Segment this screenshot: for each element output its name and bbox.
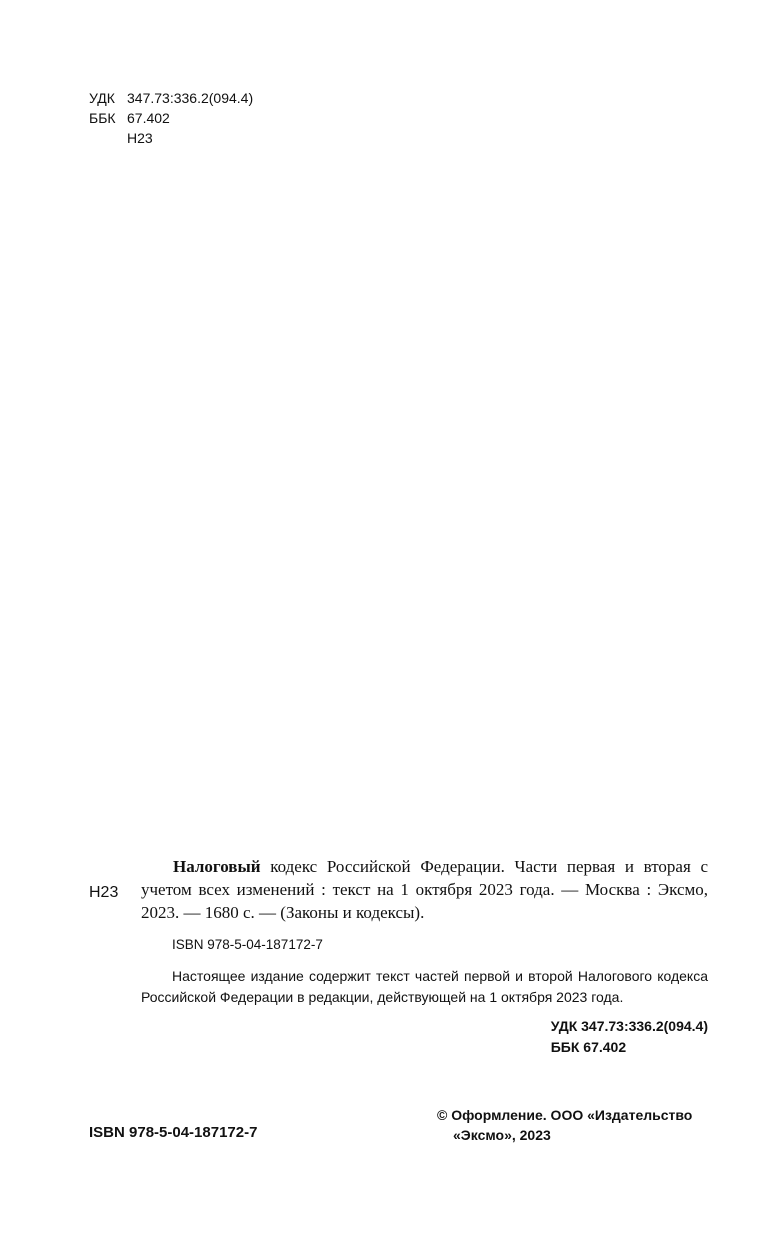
bbk-row xyxy=(89,108,253,128)
copyright-line-2: «Эксмо», 2023 xyxy=(453,1127,551,1143)
record-description: кодекс Российской Федерации. Части первая и вторая с учетом всех изменений : текст на 1 октября 2023 года. — Москва : Эксмо, 2023. — 1680 с. — (Законы и кодексы). xyxy=(141,857,708,922)
bbk-label: ББК xyxy=(89,110,116,126)
record-codes xyxy=(551,1016,708,1058)
copyright-notice xyxy=(437,1105,692,1145)
record-udk: УДК 347.73:336.2(094.4) xyxy=(550,1018,708,1034)
author-mark: Н23 xyxy=(127,130,153,146)
annotation-text: Настоящее издание содержит текст частей первой и второй Налогового кодекса Российской Федерации в редакции, действующей на 1 октября 2023 года. xyxy=(141,968,708,1005)
udk-label: УДК xyxy=(89,90,115,106)
udk-value: 347.73:336.2(094.4) xyxy=(127,90,254,106)
record-title-bold: Налоговый xyxy=(173,857,261,876)
udk-row xyxy=(89,88,253,108)
classification-codes xyxy=(89,88,253,148)
record-bbk: ББК 67.402 xyxy=(550,1039,627,1055)
record-isbn: ISBN 978-5-04-187172-7 xyxy=(172,937,323,952)
bibliographic-record xyxy=(141,855,708,924)
annotation xyxy=(141,966,708,1008)
author-mark-row xyxy=(89,128,253,148)
copyright-line-1: © Оформление. ООО «Издательство xyxy=(437,1107,693,1123)
bbk-value: 67.402 xyxy=(127,110,170,126)
catalog-author-mark: Н23 xyxy=(89,884,119,901)
footer-isbn: ISBN 978-5-04-187172-7 xyxy=(89,1124,258,1141)
